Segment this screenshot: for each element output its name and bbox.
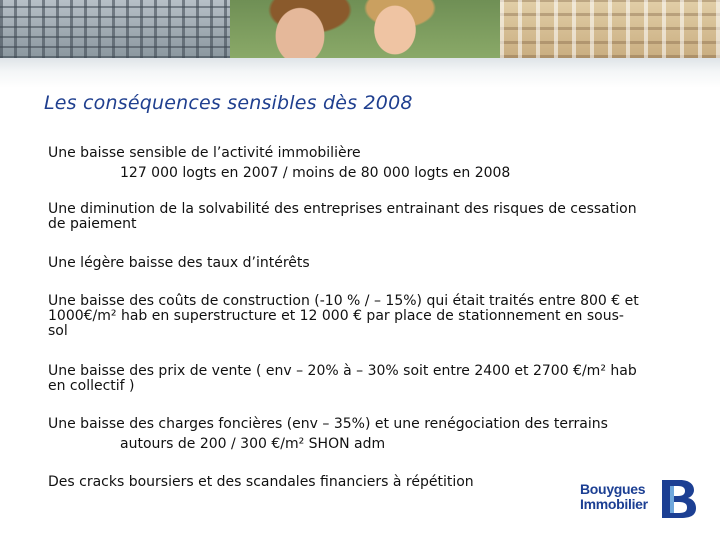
item-text: Une diminution de la solvabilité des entreprises entrainant des risques de cessation: [48, 201, 637, 217]
bouygues-immobilier-logo: [580, 478, 698, 520]
item-subtext: 127 000 logts en 2007 / moins de 80 000 logts en 2008: [120, 165, 511, 181]
item-text: Des cracks boursiers et des scandales financiers à répétition: [48, 474, 474, 490]
bullet-item: [48, 202, 688, 232]
bullet-item: [48, 146, 688, 181]
logo-line-1: Bouygues: [580, 481, 646, 497]
header-photo-banner: [0, 0, 720, 58]
bullet-item: [48, 417, 688, 452]
office-building-photo: [0, 0, 230, 58]
slide-title: Les conséquences sensibles dès 2008: [44, 92, 413, 114]
item-text: Une légère baisse des taux d’intérêts: [48, 255, 310, 271]
item-text: de paiement: [48, 216, 137, 232]
item-subtext: autours de 200 / 300 €/m² SHON adm: [120, 436, 386, 452]
bullet-item: [48, 256, 688, 271]
banner-fade: [0, 58, 720, 88]
item-text: Une baisse des charges foncières (env – 35%) et une renégociation des terrains: [48, 416, 608, 432]
bullet-item: [48, 294, 688, 339]
bullet-item: [48, 364, 688, 394]
item-text: en collectif ): [48, 378, 135, 394]
item-text: Une baisse sensible de l’activité immobilière: [48, 145, 361, 161]
people-photo: [230, 0, 500, 58]
logo-line-2: Immobilier: [580, 496, 648, 512]
logo-b-mark-icon: [660, 478, 698, 520]
item-text: Une baisse des prix de vente ( env – 20% à – 30% soit entre 2400 et 2700 €/m² hab: [48, 363, 637, 379]
item-text: sol: [48, 323, 68, 339]
item-text: Une baisse des coûts de construction (-10 % / – 15%) qui était traités entre 800 € et: [48, 293, 639, 309]
item-text: 1000€/m² hab en superstructure et 12 000 € par place de stationnement en sous-: [48, 308, 624, 324]
logo-text: [580, 482, 648, 512]
residential-building-photo: [500, 0, 720, 58]
